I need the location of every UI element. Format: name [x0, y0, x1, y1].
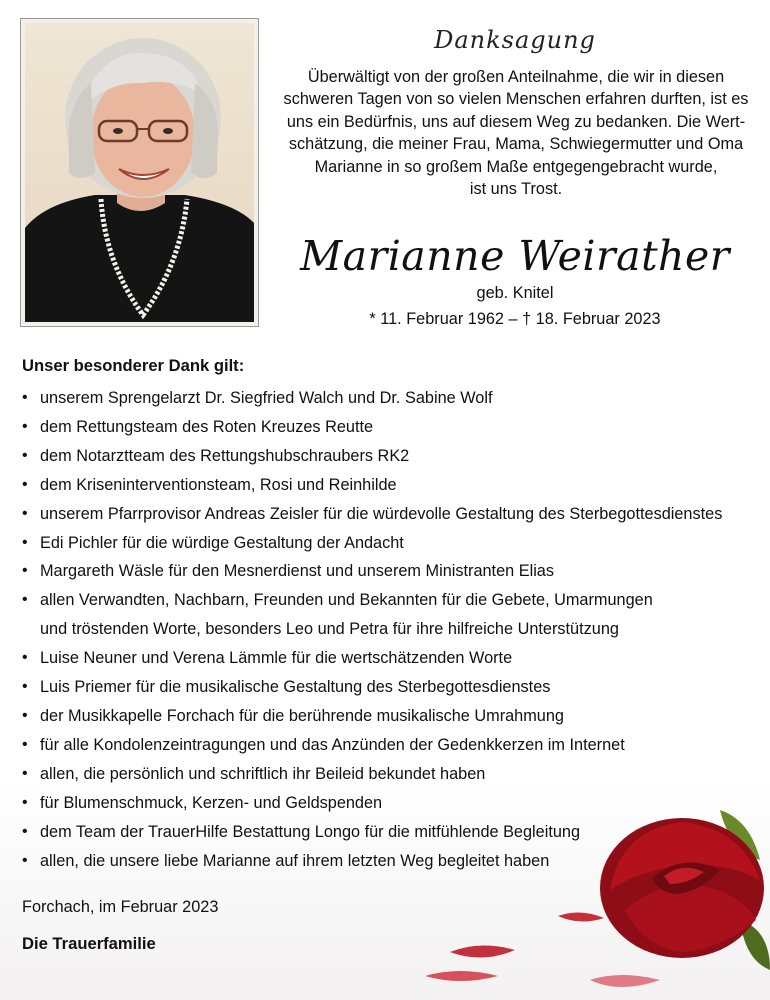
thanks-list-item: [22, 413, 752, 442]
petal-icon: [558, 912, 604, 921]
thanks-item-text: allen, die unsere liebe Marianne auf ihrem letzten Weg begleitet haben: [40, 851, 550, 870]
title-danksagung: Danksagung: [434, 26, 596, 54]
thanks-item-text: unserem Pfarrprovisor Andreas Zeisler für die würdevolle Gestaltung des Sterbegottesdienstes: [40, 504, 723, 523]
thanks-item-text: dem Team der TrauerHilfe Bestattung Longo für die mitfühlende Begleitung: [40, 822, 581, 841]
intro-line: Marianne in so großem Maße entgegengebracht wurde,: [314, 157, 718, 176]
petal-icon: [590, 975, 660, 987]
bullet-icon: •: [22, 735, 28, 753]
thanks-list-item: [22, 673, 752, 702]
thanks-list-item: [22, 442, 752, 471]
intro-line: schätzung, die meiner Frau, Mama, Schwiegermutter und Oma: [288, 135, 744, 154]
bullet-icon: •: [22, 389, 28, 406]
deceased-name: Marianne Weirather: [300, 232, 730, 280]
maiden-name: geb. Knitel: [476, 284, 554, 302]
thanks-item-text: Margareth Wäsle für den Mesnerdienst und unserem Ministranten Elias: [40, 562, 555, 581]
thanks-item-text: Luis Priemer für die musikalische Gestaltung des Sterbegottesdienstes: [40, 678, 551, 697]
thanks-list-item: [22, 644, 752, 673]
thanks-item-text: allen, die persönlich und schriftlich ihr Beileid bekundet haben: [40, 764, 486, 783]
thanks-item-text: Edi Pichler für die würdige Gestaltung der Andacht: [40, 533, 404, 552]
bullet-icon: •: [22, 822, 28, 840]
intro-line: schweren Tagen von so vielen Menschen erfahren durften, ist es: [283, 90, 749, 109]
thanks-item-text: für Blumenschmuck, Kerzen- und Geldspenden: [40, 793, 383, 812]
thanks-item-text: dem Kriseninterventionsteam, Rosi und Reinhilde: [40, 475, 397, 494]
thanks-item-text: dem Rettungsteam des Roten Kreuzes Reutte: [40, 417, 374, 436]
bullet-icon: •: [22, 504, 28, 522]
thanks-list-item: [22, 529, 752, 558]
thanks-item-text: allen Verwandten, Nachbarn, Freunden und Bekannten für die Gebete, Umarmungen: [40, 591, 653, 610]
thanks-item-text: der Musikkapelle Forchach für die berührende musikalische Umrahmung: [40, 706, 564, 725]
intro-text: [272, 66, 760, 200]
bullet-icon: •: [22, 706, 28, 724]
bullet-icon: •: [22, 446, 28, 464]
portrait-frame: [20, 18, 259, 327]
thanks-list-item: [22, 731, 752, 760]
bullet-icon: •: [22, 591, 28, 609]
petal-icon: [425, 971, 498, 981]
thanks-item-text: für alle Kondolenzeintragungen und das Anzünden der Gedenkkerzen im Internet: [40, 735, 625, 754]
bullet-icon: •: [22, 764, 28, 782]
intro-line: ist uns Trost.: [469, 180, 563, 199]
bullet-icon: •: [22, 793, 28, 811]
thanks-item-text: dem Notarztteam des Rettungshubschraubers RK2: [40, 446, 410, 465]
bullet-icon: •: [22, 533, 28, 551]
thanks-item-text: und tröstenden Worte, besonders Leo und Petra für ihre hilfreiche Unterstützung: [40, 620, 619, 639]
thanks-list-item: [22, 384, 752, 413]
intro-line: Überwältigt von der großen Anteilnahme, die wir in diesen: [307, 68, 725, 86]
thanks-list-item: [22, 760, 752, 789]
thanks-list-item: [22, 557, 752, 586]
thanks-list-item: [22, 471, 752, 500]
thanks-list-item: [22, 586, 752, 644]
thanks-list-item: [22, 500, 752, 529]
thanks-list-item: [22, 702, 752, 731]
thanks-item-text: Luise Neuner und Verena Lämmle für die wertschätzenden Worte: [40, 649, 513, 668]
bullet-icon: •: [22, 475, 28, 493]
bullet-icon: •: [22, 417, 28, 435]
portrait-illustration: [25, 23, 254, 322]
bullet-icon: •: [22, 678, 28, 696]
bullet-icon: •: [22, 649, 28, 667]
bullet-icon: •: [22, 851, 28, 869]
petal-icon: [450, 945, 515, 957]
thanks-item-text: unserem Sprengelarzt Dr. Siegfried Walch und Dr. Sabine Wolf: [40, 389, 493, 407]
signature-family: Die Trauerfamilie: [22, 934, 156, 953]
intro-line: uns ein Bedürfnis, uns auf diesem Weg zu bedanken. Die Wert-: [286, 112, 746, 131]
thanks-heading: Unser besonderer Dank gilt:: [22, 356, 245, 375]
bullet-icon: •: [22, 562, 28, 580]
place-date: Forchach, im Februar 2023: [22, 898, 219, 916]
portrait-photo: [25, 23, 254, 322]
rose-decoration: [420, 800, 770, 1000]
life-dates: * 11. Februar 1962 – † 18. Februar 2023: [369, 310, 661, 328]
